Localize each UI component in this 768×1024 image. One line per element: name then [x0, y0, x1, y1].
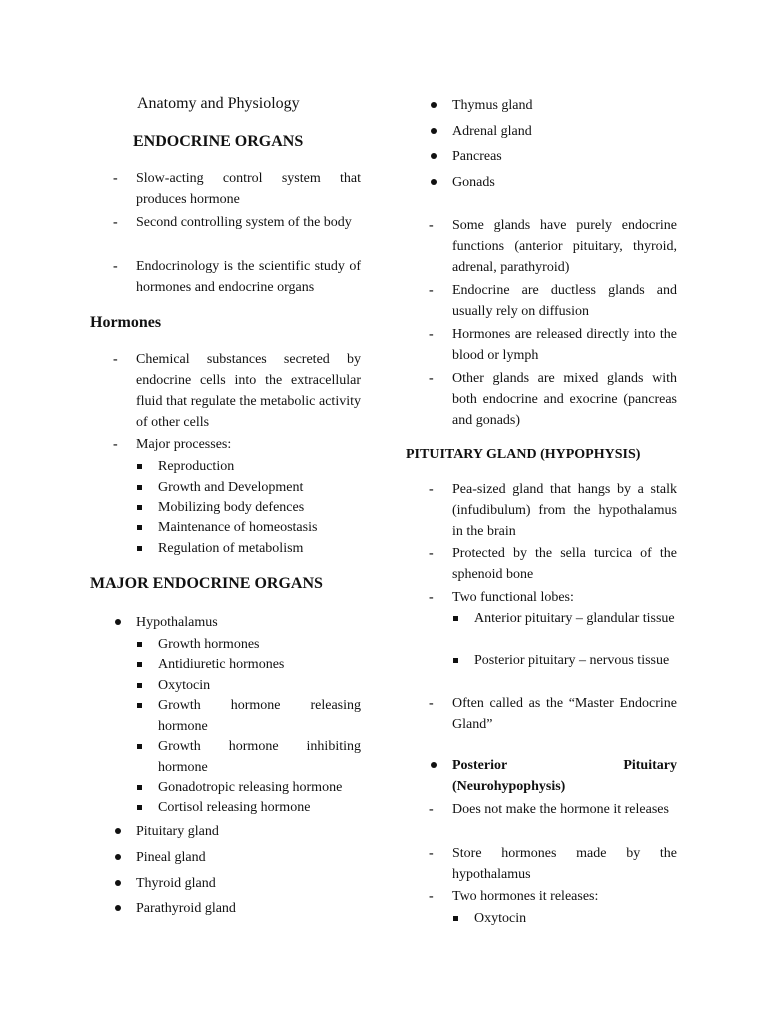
bullet-icon	[431, 762, 437, 768]
list-item: - Protected by the sella turcica of the sphenoid bone	[429, 543, 677, 585]
list-item: - Pea-sized gland that hangs by a stalk (infudibulum) from the hypothalamus in the brain	[429, 479, 677, 542]
list-item: - Endocrine are ductless glands and usually rely on diffusion	[429, 280, 677, 322]
list-item: - Other glands are mixed glands with both endocrine and exocrine (pancreas and gonads)	[429, 368, 677, 431]
bullet-item: Thyroid gland	[113, 873, 361, 894]
dash-marker: -	[429, 327, 434, 342]
bullet-item: Pineal gland	[113, 847, 361, 868]
square-bullet-icon	[137, 683, 142, 688]
bullet-item: Parathyroid gland	[113, 898, 361, 919]
bullet-item: Pituitary gland	[113, 821, 361, 842]
list-item-text: Slow-acting control system that produces hormone	[136, 171, 361, 207]
bullet-icon	[115, 880, 121, 886]
bullet-item: Adrenal gland	[429, 121, 677, 142]
posterior-heading: Posterior Pituitary (Neurohypophysis)	[452, 758, 677, 794]
dash-marker: -	[429, 802, 434, 817]
sub-list-item: Reproduction	[136, 456, 361, 477]
list-item-text: Chemical substances secreted by endocrine cells into the extracellular fluid that regulate the metabolic activity of other cells	[136, 352, 361, 430]
sub-list-item: Growth hormone releasing hormone	[136, 695, 361, 737]
list-item: - Hormones are released directly into the blood or lymph	[429, 324, 677, 366]
square-bullet-icon	[137, 464, 142, 469]
dash-marker: -	[429, 218, 434, 233]
bullet-icon	[115, 828, 121, 834]
bullet-item	[429, 755, 677, 797]
dash-marker: -	[113, 259, 118, 274]
sub-list-item: Antidiuretic hormones	[136, 654, 361, 675]
bullet-item: Thymus gland	[429, 95, 677, 116]
bullet-icon	[431, 128, 437, 134]
bullet-icon	[115, 905, 121, 911]
list-item-text: Second controlling system of the body	[136, 215, 352, 230]
document-title: Anatomy and Physiology	[137, 95, 300, 112]
square-bullet-icon	[137, 642, 142, 647]
square-bullet-icon	[453, 616, 458, 621]
square-bullet-icon	[453, 658, 458, 663]
sub-list-item: Gonadotropic releasing hormone	[136, 777, 361, 798]
sub-list-item: Growth and Development	[136, 477, 361, 498]
square-bullet-icon	[137, 744, 142, 749]
bullet-item: Pancreas	[429, 146, 677, 167]
sub-list-item: Cortisol releasing hormone	[136, 797, 361, 818]
sub-list-item: Mobilizing body defences	[136, 497, 361, 518]
bullet-icon	[431, 102, 437, 108]
square-bullet-icon	[137, 505, 142, 510]
bullet-icon	[431, 179, 437, 185]
dash-marker: -	[113, 171, 118, 186]
list-item: - Does not make the hormone it releases	[429, 799, 677, 820]
list-item: - Often called as the “Master Endocrine Gland”	[429, 693, 677, 735]
list-item	[113, 434, 361, 455]
square-bullet-icon	[137, 525, 142, 530]
square-bullet-icon	[137, 785, 142, 790]
list-item	[113, 349, 361, 433]
list-item: - Two functional lobes:	[429, 587, 677, 608]
list-item: - Store hormones made by the hypothalamus	[429, 843, 677, 885]
sub-list-item: Growth hormones	[136, 634, 361, 655]
dash-marker: -	[429, 482, 434, 497]
square-bullet-icon	[137, 546, 142, 551]
dash-marker: -	[113, 352, 118, 367]
sub-list-item: Regulation of metabolism	[136, 538, 361, 559]
dash-marker: -	[429, 696, 434, 711]
dash-marker: -	[429, 371, 434, 386]
bullet-item: Gonads	[429, 172, 677, 193]
square-bullet-icon	[137, 485, 142, 490]
sub-list-item: Oxytocin	[136, 675, 361, 696]
square-bullet-icon	[137, 662, 142, 667]
bullet-icon	[431, 153, 437, 159]
dash-marker: -	[429, 846, 434, 861]
list-item: - Two hormones it releases:	[429, 886, 677, 907]
sub-list-item: Growth hormone inhibiting hormone	[136, 736, 361, 778]
list-item	[113, 168, 361, 210]
bullet-icon	[115, 854, 121, 860]
sub-list-item: Anterior pituitary – glandular tissue	[452, 608, 677, 629]
bullet-item: Hypothalamus	[113, 612, 361, 633]
dash-marker: -	[429, 590, 434, 605]
list-item-text: Major processes:	[136, 437, 232, 452]
list-item: - Some glands have purely endocrine functions (anterior pituitary, thyroid, adrenal, parathyroid)	[429, 215, 677, 278]
dash-marker: -	[429, 283, 434, 298]
sub-list-item: Maintenance of homeostasis	[136, 517, 361, 538]
dash-marker: -	[113, 437, 118, 452]
dash-marker: -	[429, 889, 434, 904]
sub-list-item: Posterior pituitary – nervous tissue	[452, 650, 677, 671]
major-organs-heading: MAJOR ENDOCRINE ORGANS	[90, 575, 323, 592]
square-bullet-icon	[453, 916, 458, 921]
section-title: ENDOCRINE ORGANS	[133, 133, 304, 150]
list-item-text: Endocrinology is the scientific study of hormones and endocrine organs	[136, 259, 361, 295]
sub-list-item: Oxytocin	[452, 908, 677, 929]
pituitary-heading: PITUITARY GLAND (HYPOPHYSIS)	[406, 447, 641, 462]
hormones-heading: Hormones	[90, 314, 162, 331]
square-bullet-icon	[137, 703, 142, 708]
bullet-icon	[115, 619, 121, 625]
dash-marker: -	[429, 546, 434, 561]
list-item	[113, 256, 361, 298]
list-item	[113, 212, 361, 233]
square-bullet-icon	[137, 805, 142, 810]
dash-marker: -	[113, 215, 118, 230]
